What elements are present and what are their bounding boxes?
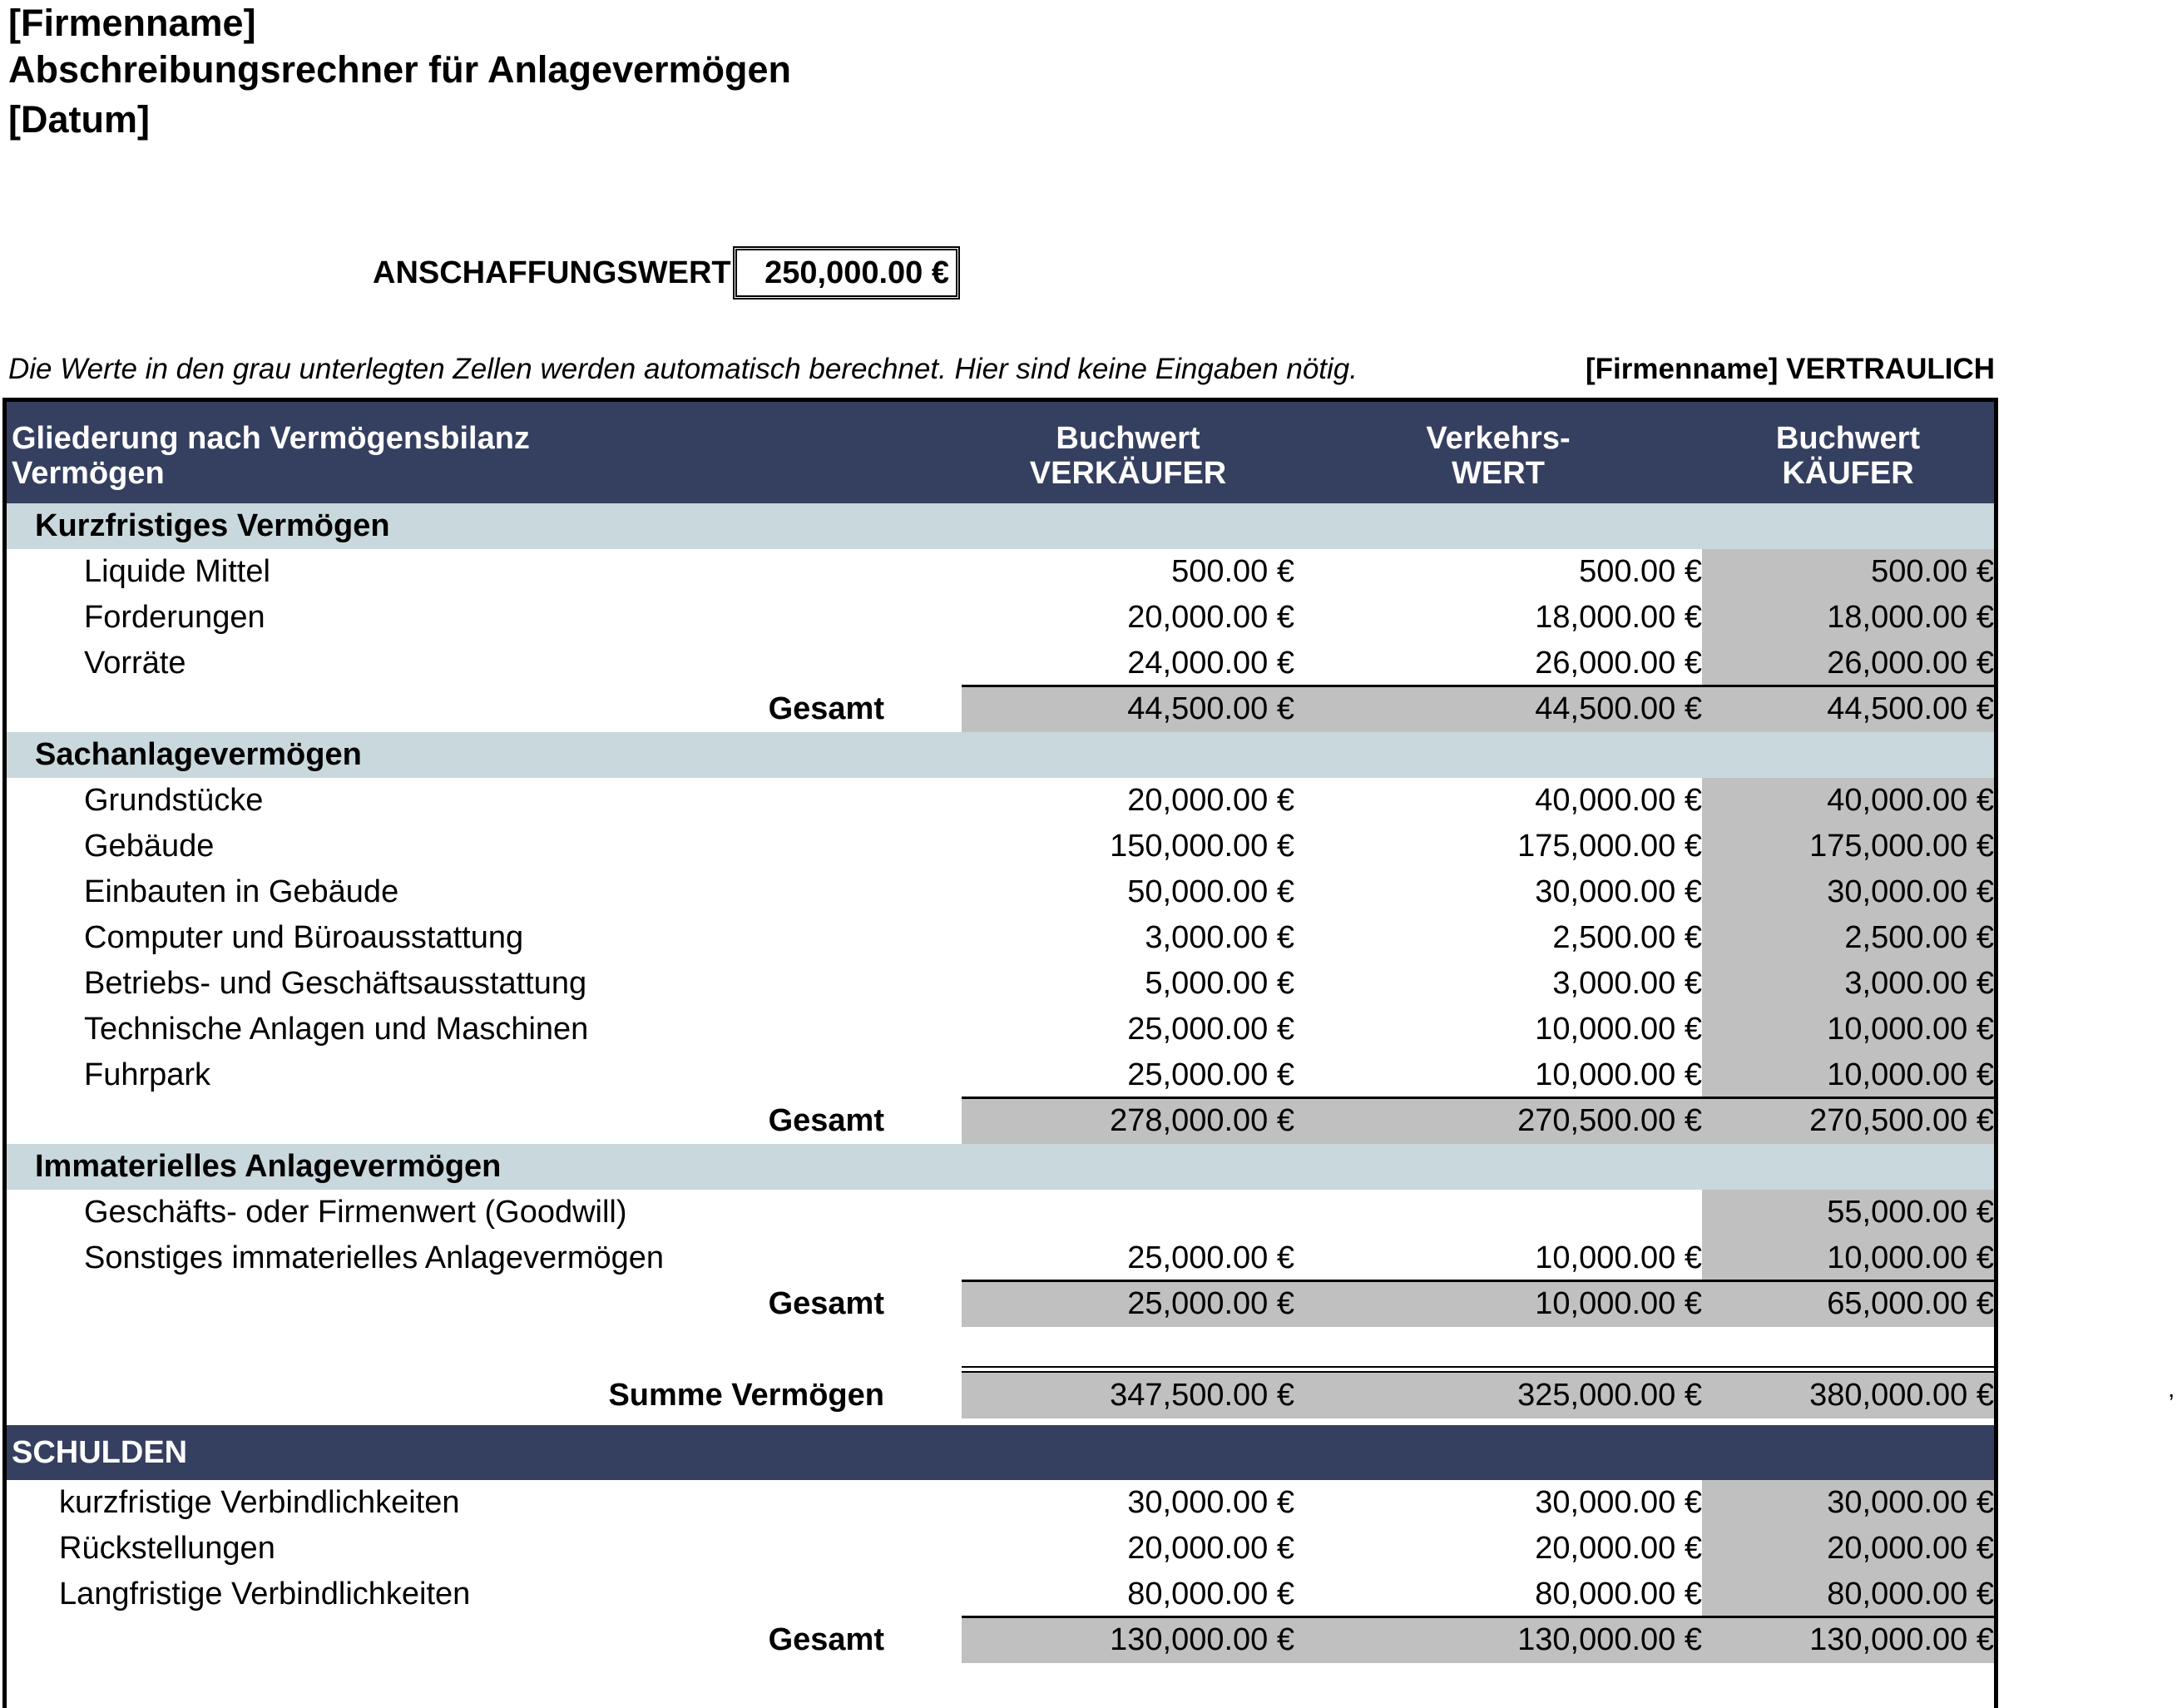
total-row — [7, 1617, 1994, 1663]
row-label: Langfristige Verbindlichkeiten — [59, 1577, 471, 1611]
company-name: [Firmenname] — [8, 2, 256, 44]
header-market-line2: WERT — [1452, 456, 1545, 491]
table-row — [7, 1007, 1994, 1052]
table-row — [7, 869, 1994, 915]
table-row — [7, 549, 1994, 595]
total-market: 10,000.00 € — [1535, 1286, 1702, 1321]
market-value[interactable]: 80,000.00 € — [1535, 1577, 1702, 1611]
buyer-value: 80,000.00 € — [1827, 1577, 1994, 1611]
table-row — [7, 778, 1994, 824]
row-label: Geschäfts- oder Firmenwert (Goodwill) — [84, 1195, 627, 1230]
table-row — [7, 1480, 1994, 1526]
total-label: Gesamt — [768, 1622, 884, 1657]
date-field: [Datum] — [8, 98, 150, 141]
liabilities-header — [7, 1425, 1994, 1480]
row-label: Vorräte — [84, 646, 186, 681]
row-label: Grundstücke — [84, 783, 264, 818]
row-label: Forderungen — [84, 600, 265, 635]
total-market: 270,500.00 € — [1517, 1103, 1702, 1138]
total-market: 130,000.00 € — [1517, 1622, 1702, 1657]
total-buyer: 130,000.00 € — [1809, 1622, 1994, 1657]
total-buyer: 65,000.00 € — [1827, 1286, 1994, 1321]
buyer-value: 3,000.00 € — [1844, 966, 1994, 1001]
total-seller: 130,000.00 € — [1110, 1622, 1294, 1657]
header-cell-breakdown — [12, 421, 530, 491]
buyer-value: 10,000.00 € — [1827, 1240, 1994, 1275]
table-row — [7, 1572, 1994, 1617]
market-value[interactable]: 18,000.00 € — [1535, 600, 1702, 635]
market-value[interactable]: 10,000.00 € — [1535, 1057, 1702, 1092]
seller-value[interactable]: 25,000.00 € — [1127, 1240, 1294, 1275]
market-value[interactable]: 3,000.00 € — [1552, 966, 1702, 1001]
row-label: Computer und Büroausstattung — [84, 920, 524, 955]
row-label: kurzfristige Verbindlichkeiten — [59, 1485, 460, 1520]
sum-assets-label: Summe Vermögen — [608, 1378, 884, 1413]
seller-value[interactable]: 3,000.00 € — [1145, 920, 1294, 955]
buyer-value: 175,000.00 € — [1809, 829, 1994, 864]
buyer-value: 2,500.00 € — [1844, 920, 1994, 955]
seller-value[interactable]: 150,000.00 € — [1110, 829, 1294, 864]
stray-mark: , — [2168, 1375, 2175, 1403]
row-label: Liquide Mittel — [84, 554, 270, 589]
market-value[interactable] — [1294, 1190, 1702, 1235]
row-label: Rückstellungen — [59, 1531, 275, 1566]
market-value[interactable]: 30,000.00 € — [1535, 1485, 1702, 1520]
seller-value[interactable]: 500.00 € — [1171, 554, 1294, 589]
buyer-value: 40,000.00 € — [1827, 783, 1994, 818]
liabilities-title: SCHULDEN — [12, 1435, 188, 1470]
buyer-value: 500.00 € — [1871, 554, 1994, 589]
header-cell-buyer — [1702, 421, 1994, 491]
seller-value[interactable] — [962, 1190, 1294, 1235]
table-row — [7, 915, 1994, 961]
sum-assets-seller: 347,500.00 € — [1110, 1378, 1294, 1413]
header-market-line1: Verkehrs- — [1426, 421, 1571, 456]
asset-table — [2, 398, 1998, 1708]
total-buyer: 270,500.00 € — [1809, 1103, 1994, 1138]
header-buyer-line1: Buchwert — [1775, 421, 1921, 456]
buyer-value: 26,000.00 € — [1827, 646, 1994, 681]
acquisition-cost-label: ANSCHAFFUNGSWERT — [373, 255, 731, 290]
market-value[interactable]: 2,500.00 € — [1552, 920, 1702, 955]
market-value[interactable]: 10,000.00 € — [1535, 1012, 1702, 1047]
seller-value[interactable]: 80,000.00 € — [1127, 1577, 1294, 1611]
total-row — [7, 686, 1994, 732]
buyer-value: 10,000.00 € — [1827, 1012, 1994, 1047]
seller-value[interactable]: 5,000.00 € — [1145, 966, 1294, 1001]
seller-value[interactable]: 50,000.00 € — [1127, 874, 1294, 909]
market-value[interactable]: 40,000.00 € — [1535, 783, 1702, 818]
instruction-note: Die Werte in den grau unterlegten Zellen werden automatisch berechnet. Hier sind keine Eingaben nötig. — [8, 353, 1358, 385]
table-header — [7, 402, 1994, 503]
section-title: Sachanlagevermögen — [35, 737, 362, 772]
header-cell-seller — [962, 421, 1294, 491]
sum-assets-row — [7, 1373, 1994, 1418]
market-value[interactable]: 26,000.00 € — [1535, 646, 1702, 681]
total-seller: 44,500.00 € — [1127, 691, 1294, 726]
table-row — [7, 824, 1994, 869]
market-value[interactable]: 175,000.00 € — [1517, 829, 1702, 864]
total-market: 44,500.00 € — [1535, 691, 1702, 726]
buyer-value: 20,000.00 € — [1827, 1531, 1994, 1566]
total-seller: 25,000.00 € — [1127, 1286, 1294, 1321]
double-border-top — [962, 1366, 1994, 1368]
seller-value[interactable]: 20,000.00 € — [1127, 600, 1294, 635]
total-row — [7, 1281, 1994, 1327]
seller-value[interactable]: 25,000.00 € — [1127, 1057, 1294, 1092]
buyer-value: 55,000.00 € — [1827, 1195, 1994, 1230]
table-row — [7, 595, 1994, 641]
row-label: Technische Anlagen und Maschinen — [84, 1012, 589, 1047]
section-header-intangible-assets — [7, 1144, 1994, 1190]
header-breakdown-line1: Gliederung nach Vermögensbilanz — [12, 421, 530, 456]
confidential-label: [Firmenname] VERTRAULICH — [1586, 353, 1995, 385]
section-title: Kurzfristiges Vermögen — [35, 508, 390, 543]
header-seller-line2: VERKÄUFER — [1029, 456, 1227, 491]
sum-assets-buyer: 380,000.00 € — [1809, 1378, 1994, 1413]
table-row — [7, 1052, 1994, 1098]
buyer-value: 10,000.00 € — [1827, 1057, 1994, 1092]
buyer-value: 18,000.00 € — [1827, 600, 1994, 635]
row-label: Sonstiges immaterielles Anlagevermögen — [84, 1240, 665, 1275]
market-value[interactable]: 500.00 € — [1579, 554, 1702, 589]
row-label: Fuhrpark — [84, 1057, 211, 1092]
header-seller-line1: Buchwert — [1056, 421, 1200, 456]
total-row — [7, 1098, 1994, 1144]
table-row — [7, 641, 1994, 686]
header-buyer-line2: KÄUFER — [1782, 456, 1914, 491]
total-seller: 278,000.00 € — [1110, 1103, 1294, 1138]
acquisition-cost-input[interactable]: 250,000.00 € — [733, 246, 960, 300]
seller-value[interactable]: 20,000.00 € — [1127, 1531, 1294, 1566]
total-label: Gesamt — [768, 1286, 884, 1321]
total-buyer: 44,500.00 € — [1827, 691, 1994, 726]
table-row — [7, 1190, 1994, 1235]
section-header-tangible-assets — [7, 732, 1994, 778]
table-row — [7, 961, 1994, 1007]
page-title: Abschreibungsrechner für Anlagevermögen — [8, 48, 792, 91]
seller-value[interactable]: 20,000.00 € — [1127, 783, 1294, 818]
total-label: Gesamt — [768, 691, 884, 726]
row-label: Einbauten in Gebäude — [84, 874, 399, 909]
table-row — [7, 1526, 1994, 1572]
table-row — [7, 1235, 1994, 1281]
row-label: Gebäude — [84, 829, 215, 864]
seller-value[interactable]: 25,000.00 € — [1127, 1012, 1294, 1047]
header-cell-market — [1294, 421, 1702, 491]
total-label: Gesamt — [768, 1103, 884, 1138]
seller-value[interactable]: 30,000.00 € — [1127, 1485, 1294, 1520]
market-value[interactable]: 20,000.00 € — [1535, 1531, 1702, 1566]
seller-value[interactable]: 24,000.00 € — [1127, 646, 1294, 681]
section-header-current-assets — [7, 503, 1994, 549]
sum-assets-market: 325,000.00 € — [1517, 1378, 1702, 1413]
buyer-value: 30,000.00 € — [1827, 1485, 1994, 1520]
market-value[interactable]: 10,000.00 € — [1535, 1240, 1702, 1275]
header-breakdown-line2: Vermögen — [12, 456, 165, 491]
row-label: Betriebs- und Geschäftsausstattung — [84, 966, 587, 1001]
buyer-value: 30,000.00 € — [1827, 874, 1994, 909]
section-title: Immaterielles Anlagevermögen — [35, 1149, 502, 1184]
market-value[interactable]: 30,000.00 € — [1535, 874, 1702, 909]
